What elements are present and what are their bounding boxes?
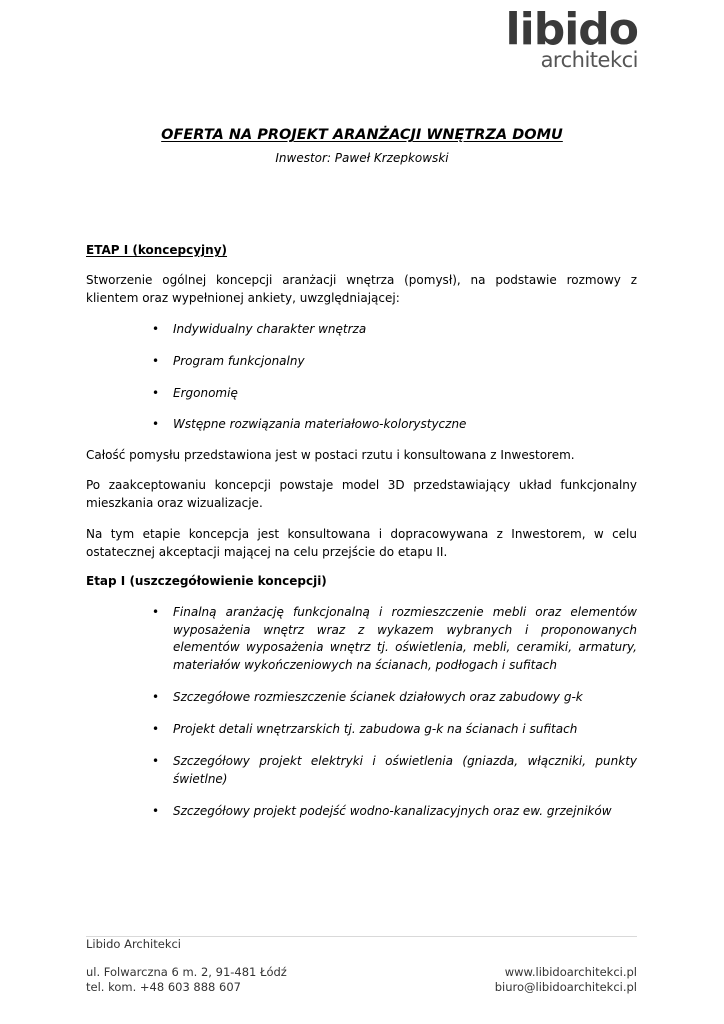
list-item	[86, 416, 637, 434]
list-item	[86, 689, 637, 707]
footer-contact-left	[86, 965, 287, 995]
stage2-heading: Etap I (uszczegółowienie koncepcji)	[86, 574, 327, 588]
list-item	[86, 753, 637, 788]
footer-contact-right	[495, 965, 637, 995]
bullet-mark: •	[152, 417, 160, 431]
stage1-bullet-1	[86, 321, 637, 339]
list-item	[86, 321, 637, 339]
stage2-bullet-5	[86, 803, 637, 821]
stage1-para2-block	[86, 477, 637, 512]
stage1-bullet-4	[86, 416, 637, 434]
stage1-intro: Stworzenie ogólnej koncepcji aranżacji wnętrza (pomysł), na podstawie rozmowy z klientem oraz wypełnionej ankiety, uwzględniającej:	[86, 273, 637, 305]
footer-company-name: Libido Architekci	[86, 937, 181, 951]
footer-phone: tel. kom. +48 603 888 607	[86, 980, 241, 994]
bullet-mark: •	[152, 754, 160, 768]
list-item-text: Szczegółowe rozmieszczenie ścianek działowych oraz zabudowy g-k	[173, 690, 583, 704]
stage1-paragraph: Po zaakceptowaniu koncepcji powstaje model 3D przedstawiający układ funkcjonalny mieszkania oraz wizualizacje.	[86, 478, 637, 510]
list-item	[86, 385, 637, 403]
bullet-mark: •	[152, 605, 160, 619]
footer-website-link[interactable]: www.libidoarchitekci.pl	[504, 965, 637, 979]
list-item	[86, 721, 637, 739]
list-item	[86, 803, 637, 821]
list-item	[86, 353, 637, 371]
list-item-text: Program funkcjonalny	[173, 354, 305, 368]
logo-main-text: libido	[505, 4, 638, 55]
stage2-bullet-3	[86, 721, 637, 739]
list-item	[86, 604, 637, 674]
list-item-text: Finalną aranżację funkcjonalną i rozmieszczenie mebli oraz elementów wyposażenia wnętrz wraz z wykazem wybranych i proponowanych elementów wyposażenia wnętrz tj. oświetlenia, mebli, ceramiki, armatury, materiałów wykończeniowych na ścianach, podłogach i sufitach	[173, 605, 637, 672]
document-title: OFERTA NA PROJEKT ARANŻACJI WNĘTRZA DOMU	[161, 127, 563, 143]
footer-email-link[interactable]: biuro@libidoarchitekci.pl	[494, 980, 637, 994]
logo-sub-text: architekci	[540, 48, 638, 72]
bullet-mark: •	[152, 690, 160, 704]
stage2-bullet-4	[86, 753, 637, 788]
list-item-text: Wstępne rozwiązania materiałowo-kolorystyczne	[173, 417, 467, 431]
stage1-heading: ETAP I (koncepcyjny)	[86, 243, 228, 257]
stage2-bullet-2	[86, 689, 637, 707]
company-logo	[505, 4, 638, 72]
stage1-bullet-3	[86, 385, 637, 403]
stage2-bullet-1	[86, 604, 637, 674]
footer-address: ul. Folwarczna 6 m. 2, 91-481 Łódź	[86, 965, 287, 979]
stage1-para3-block	[86, 526, 637, 561]
bullet-mark: •	[152, 322, 160, 336]
bullet-mark: •	[152, 804, 160, 818]
list-item-text: Ergonomię	[173, 386, 238, 400]
bullet-mark: •	[152, 386, 160, 400]
stage2-heading-block	[86, 573, 637, 591]
stage1-intro-block	[86, 272, 637, 307]
bullet-mark: •	[152, 722, 160, 736]
list-item-text: Indywidualny charakter wnętrza	[173, 322, 367, 336]
stage1-heading-block	[86, 242, 637, 260]
stage1-paragraph: Na tym etapie koncepcja jest konsultowana i dopracowywana z Inwestorem, w celu ostatecznej akceptacji mającej na celu przejście do etapu II.	[86, 527, 637, 559]
list-item-text: Projekt detali wnętrzarskich tj. zabudowa g-k na ścianach i sufitach	[173, 722, 578, 736]
stage1-bullet-2	[86, 353, 637, 371]
stage1-para1-block	[86, 447, 637, 465]
list-item-text: Szczegółowy projekt elektryki i oświetlenia (gniazda, włączniki, punkty świetlne)	[173, 754, 637, 786]
list-item-text: Szczegółowy projekt podejść wodno-kanalizacyjnych oraz ew. grzejników	[173, 804, 612, 818]
bullet-mark: •	[152, 354, 160, 368]
document-subtitle: Inwestor: Paweł Krzepkowski	[275, 151, 449, 165]
stage1-paragraph: Całość pomysłu przedstawiona jest w postaci rzutu i konsultowana z Inwestorem.	[86, 448, 575, 462]
